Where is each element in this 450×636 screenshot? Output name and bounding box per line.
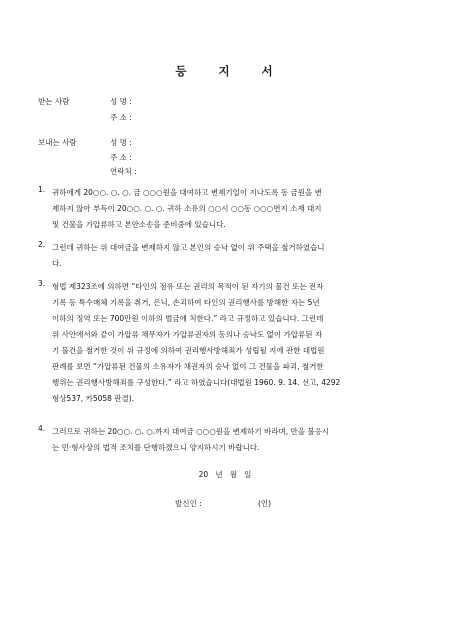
date-line: 20 년 월 일	[198, 470, 252, 479]
paragraph-3	[52, 279, 404, 407]
recipient-address-label: 주 소 :	[110, 113, 132, 122]
paragraph-2	[52, 240, 404, 272]
paragraph-line: 그러므로 귀하는 20○○. ○. ○.까지 대여금 ○○○원을 변제하기 바라며, 만을 불응시	[52, 427, 330, 436]
paragraph-number: 1.	[38, 185, 46, 194]
paragraph-number: 2.	[38, 240, 46, 249]
paragraph-line: 기록 등 특수매체 기록을 취거, 은닉, 손괴하여 타인의 권리행사를 방해한 자는 5년	[52, 298, 320, 307]
paragraph-4	[52, 424, 404, 456]
seal-mark: (인)	[258, 499, 272, 508]
paragraph-line: 판례를 보면 “가압류된 건물의 소유자가 채권자의 승낙 없이 그 건물을 파괴, 철거한	[52, 362, 324, 371]
paragraph-line: 및 건물을 가압류하고 본안소송을 준비중에 있습니다.	[52, 220, 226, 229]
paragraph-line: 그런데 귀하는 위 대여금을 변제하지 않고 본인의 승낙 없이 위 주택을 철거하였습니	[52, 243, 325, 252]
paragraph-line: 다.	[52, 259, 62, 268]
paragraph-number: 3.	[38, 279, 46, 288]
paragraph-line: 제하지 않아 부득이 20○○. ○. ○. 귀하 소유의 ○○시 ○○동 ○○○번지 소재 대지	[52, 204, 322, 213]
recipient-heading: 받는 사람	[38, 97, 70, 106]
sender-address-label: 주 소 :	[110, 153, 132, 162]
paragraph-line: 귀하에게 20○○. ○. ○. 금 ○○○원을 대여하고 변제기일이 지나도록 동 금원을 변	[52, 188, 322, 197]
paragraph-line: 행위는 권리행사방해죄를 구성한다.” 라고 하였습니다(대법원 1960. 9. 14. 선고, 4292	[52, 378, 341, 387]
paragraph-number: 4.	[38, 424, 46, 433]
sender-contact-label: 연락처 :	[110, 167, 137, 176]
paragraph-line: 이하의 징역 또는 700만원 이하의 벌금에 처한다.” 라고 규정하고 있습니다. 그런데	[52, 314, 324, 323]
paragraph-1	[52, 185, 404, 233]
document-title: 등 지 서	[175, 64, 287, 78]
paragraph-line: 기 물건을 철거한 것이 위 규정에 의하여 권리행사방해죄가 성립될 지에 관한 대법원	[52, 346, 325, 355]
sender-name-label: 성 명 :	[110, 138, 132, 147]
sender-heading: 보내는 사람	[38, 138, 77, 147]
signature-label: 발신인 :	[175, 499, 202, 508]
paragraph-line: 형상537, 카5058 판결).	[52, 394, 135, 403]
paragraph-line: 형법 제323조에 의하면 “타인의 점유 또는 권리의 목적이 된 자기의 물건 또는 전자	[52, 282, 324, 291]
paragraph-line: 는 민·형사상의 법적 조치를 단행하겠으니 양지하시기 바랍니다.	[52, 443, 260, 452]
recipient-name-label: 성 명 :	[110, 97, 132, 106]
paragraph-line: 위 사안에서와 같이 가압류 채무자가 가압류권자의 동의나 승낙도 없이 가압류된 자	[52, 330, 323, 339]
